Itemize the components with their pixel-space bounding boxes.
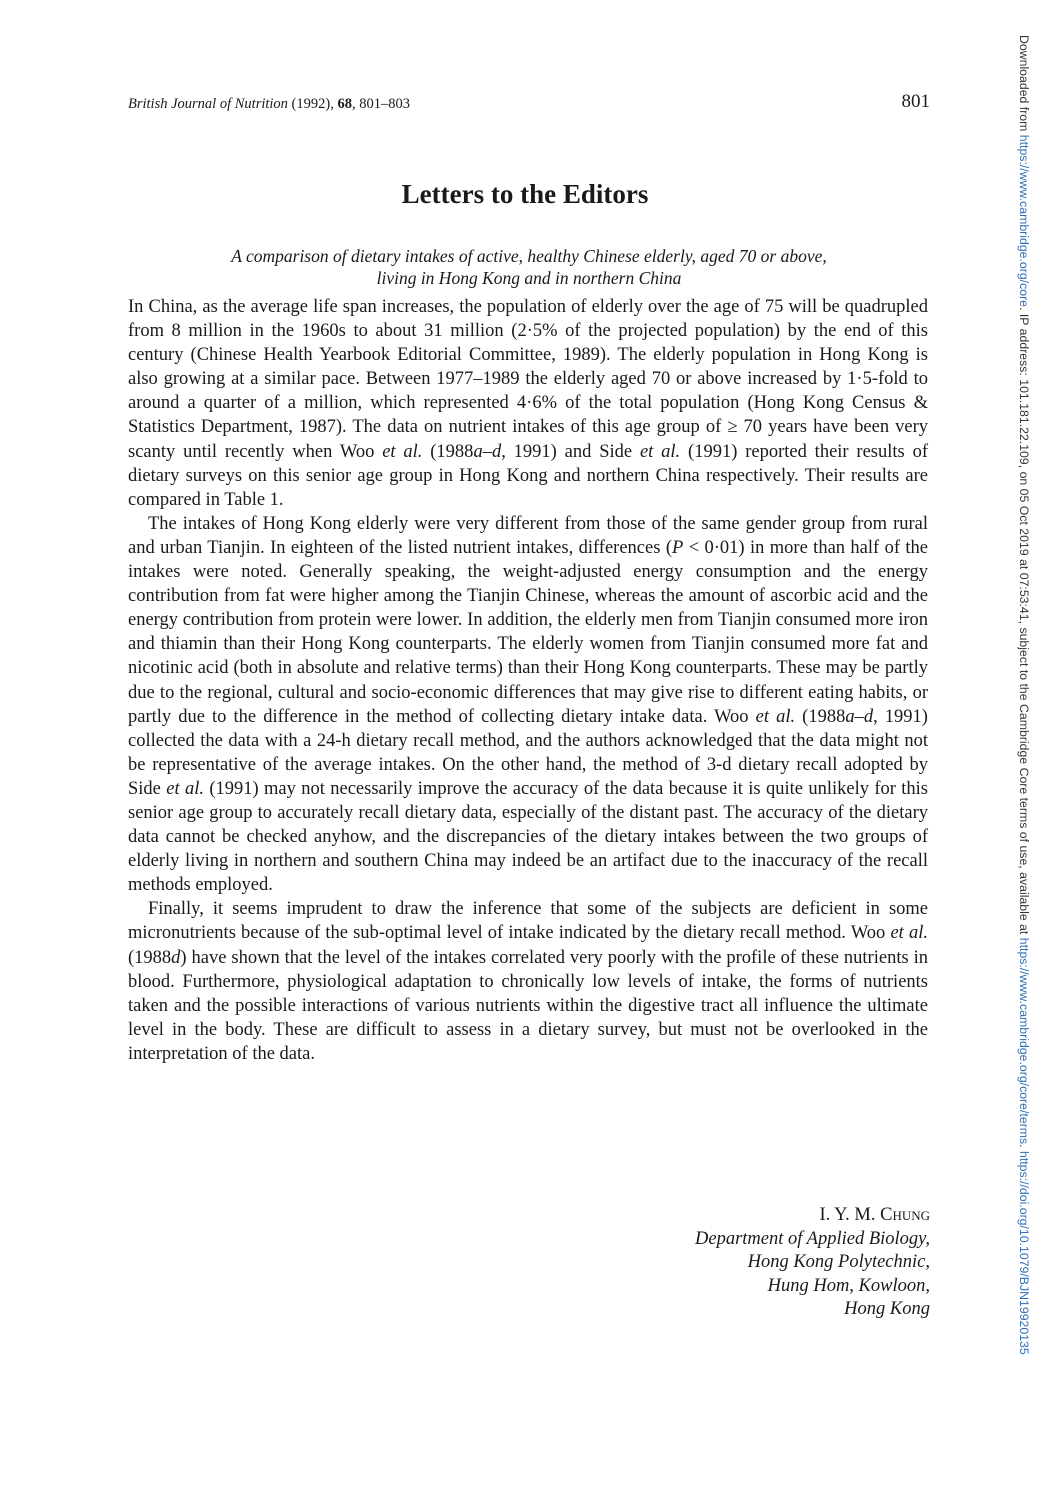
journal-name: British Journal of Nutrition <box>128 96 288 112</box>
page-number: 801 <box>901 91 930 112</box>
paragraph-1 <box>128 295 928 512</box>
text-run: et al. <box>382 441 423 462</box>
affiliation-line-3: Hung Hom, Kowloon, <box>767 1275 930 1296</box>
letter-body <box>128 295 928 1066</box>
letter-title <box>128 245 930 289</box>
text-run: Finally, it seems imprudent to draw the inference that some of the subjects are deficient in some micronutrients because of the sub-optimal level of intake indicated by the dietary recall method. Woo <box>128 899 928 944</box>
text-run: a–d <box>845 706 874 727</box>
text-run: (1988 <box>795 706 846 727</box>
text-run: (1991) may not necessarily improve the accuracy of the data because it is quite unlikely for this senior age group to accurately recall dietary data, especially of the distant past. The accuracy of the dietary data cannot be checked anyhow, and the discrepancies of the dietary intakes between the two groups of elderly living in northern and southern China may indeed be an artifact due to the inaccuracy of the recall methods employed. <box>128 778 928 896</box>
affiliation-line-2: Hong Kong Polytechnic, <box>747 1252 930 1272</box>
notice-text: Downloaded from <box>1017 35 1031 135</box>
signature-block <box>695 1204 930 1322</box>
notice-text: . <box>1017 1144 1031 1151</box>
section-title: Letters to the Editors <box>401 179 649 209</box>
text-run: et al. <box>166 778 204 799</box>
text-run: et al. <box>639 441 681 462</box>
text-run: The intakes of Hong Kong elderly were very different from those of the same gender group from rural and urban Tianjin. In eighteen of the listed nutrient intakes, differences ( <box>128 513 928 558</box>
journal-year: (1992), <box>287 96 338 112</box>
paragraph-2 <box>128 512 928 898</box>
affiliation-line-4: Hong Kong <box>844 1299 930 1319</box>
download-notice-sidebar <box>1012 35 1036 1465</box>
text-run: < 0·01) in more than half of the intakes were noted. Generally speaking, the weight-adjusted energy consumption and the energy contribution from fat were higher among the Tianjin Chinese, whereas the amount of ascorbic acid and the energy contribution from protein were lower. In addition, the elderly men from Tianjin consumed more iron and thiamin than their Hong Kong counterparts. The elderly women from Tianjin consumed more fat and nicotinic acid (both in absolute and relative terms) than their Hong Kong counterparts. These may be partly due to the regional, cultural and socio-economic differences that may give rise to different eating habits, or partly due to the difference in the method of collecting dietary intake data. Woo <box>128 537 928 727</box>
doi-link[interactable]: https://doi.org/10.1079/BJN19920135 <box>1017 1151 1031 1355</box>
notice-text: . IP address: 101.181.22.109, on 05 Oct 2019 at 07:53:41, subject to the Cambridge Core terms of use, available at <box>1017 307 1031 938</box>
terms-link[interactable]: https://www.cambridge.org/core/terms <box>1017 937 1031 1145</box>
text-run: (1988 <box>422 441 474 462</box>
cambridge-core-link[interactable]: https://www.cambridge.org/core <box>1017 134 1031 308</box>
letter-title-line-1: A comparison of dietary intakes of active, healthy Chinese elderly, aged 70 or above, <box>231 246 827 266</box>
journal-pages: , 801–803 <box>351 96 410 112</box>
text-run: d <box>171 947 181 968</box>
text-run: , 1991) collected the data with a 24-h dietary recall method, and the authors acknowledged that the data might not be representative of the average intakes. On the other hand, the method of 3-d dietary recall adopted by Side <box>128 706 928 799</box>
author-name: I. Y. M. Chung <box>819 1205 930 1225</box>
download-notice <box>1016 35 1032 1355</box>
text-run: et al. <box>890 923 928 944</box>
text-run: a–d <box>473 441 502 462</box>
letter-title-line-2: living in Hong Kong and in northern China <box>376 268 682 288</box>
text-run: In China, as the average life span increases, the population of elderly over the age of 75 will be quadrupled from 8 million in the 1960s to about 31 million (2·5% of the projected population) by the end of this century (Chinese Health Yearbook Editorial Committee, 1989). The elderly population in Hong Kong is also growing at a similar pace. Between 1977–1989 the elderly aged 70 or above increased by 1·5-fold to around a quarter of a million, which represented 4·6% of the total population (Hong Kong Census & Statistics Department, 1987). The data on nutrient intakes of this age group of ≥ 70 years have been very scanty until recently when Woo <box>128 297 928 462</box>
text-run: (1988 <box>128 947 172 968</box>
text-run: P <box>671 537 684 558</box>
text-run: et al. <box>755 706 796 727</box>
running-head <box>128 91 930 114</box>
text-run: (1991) reported their results of dietary surveys on this senior age group in Hong Kong and northern China respectively. Their results are compared in Table 1. <box>128 441 928 510</box>
affiliation-line-1: Department of Applied Biology, <box>695 1228 930 1249</box>
text-run: , 1991) and Side <box>501 441 640 462</box>
journal-volume: 68 <box>337 96 352 112</box>
paragraph-3 <box>128 897 928 1066</box>
text-run: ) have shown that the level of the intakes correlated very poorly with the profile of these nutrients in blood. Furthermore, physiological adaptation to chronically low levels of intake, the forms of nutrients taken and the possible interactions of various nutrients within the digestive tract all influence the ultimate level in the body. These are difficult to assess in a dietary survey, but must not be overlooked in the interpretation of the data. <box>128 947 928 1064</box>
